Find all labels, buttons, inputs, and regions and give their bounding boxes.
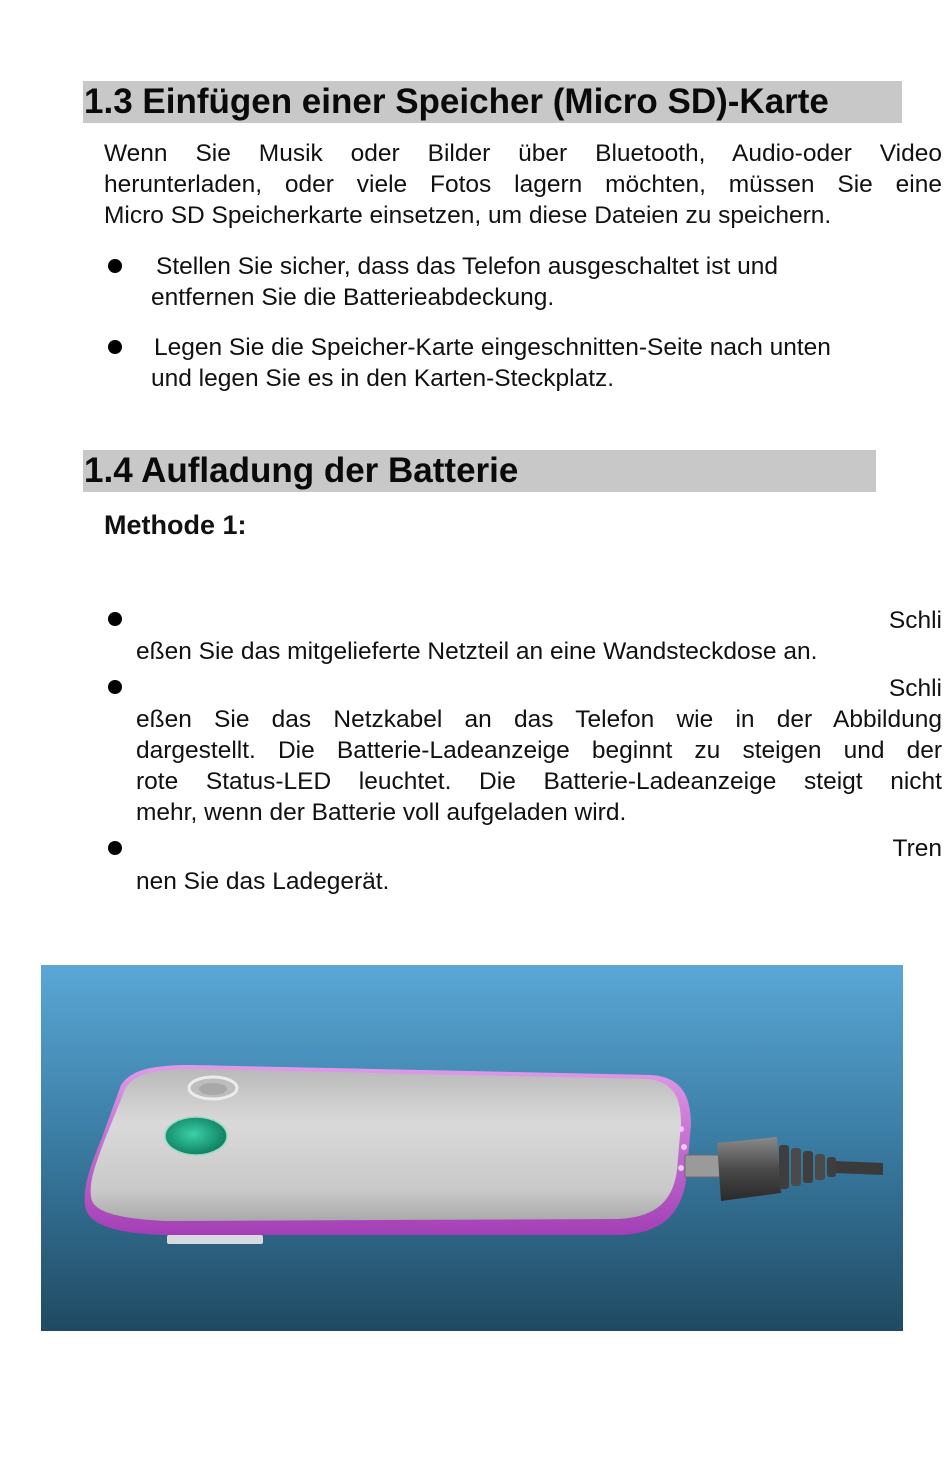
side-slot: [167, 1235, 263, 1244]
bullet-line: nen Sie das Ladegerät.: [136, 868, 390, 895]
bullet-body: [136, 866, 942, 897]
green-button: [165, 1117, 227, 1155]
bullet-fragment: Tren: [892, 835, 942, 862]
intro-line-3: Micro SD Speicherkarte einsetzen, um diese Dateien zu speichern.: [104, 202, 832, 229]
led-dot: [681, 1144, 687, 1150]
usb-connector: [685, 1155, 721, 1177]
usb-plug-housing: [717, 1137, 781, 1201]
led-dot: [678, 1126, 684, 1132]
bullet-text-line: Stellen Sie sicher, dass das Telefon ausgeschaltet ist und: [156, 253, 778, 280]
bullet-line: rote Status-LED leuchtet. Die Batterie-Ladeanzeige steigt nicht: [136, 768, 942, 795]
phone-charging-photo: [41, 965, 903, 1331]
bullet-dot: [108, 259, 122, 273]
bullet-line: dargestellt. Die Batterie-Ladeanzeige beginnt zu steigen und der: [136, 737, 942, 764]
method-subheading: Methode 1:: [104, 510, 247, 540]
bullet-dot: [108, 340, 122, 354]
intro-line-1: Wenn Sie Musik oder Bilder über Bluetooth, Audio-oder Video: [104, 140, 942, 167]
bullet-fragment: Schli: [888, 675, 942, 702]
bullet-body: [136, 704, 942, 828]
cable: [836, 1161, 883, 1175]
bullet-text-line: und legen Sie es in den Karten-Steckplatz.: [151, 365, 615, 392]
bullet-dot: [108, 841, 122, 855]
section-heading-1-4: 1.4 Aufladung der Batterie: [83, 450, 876, 492]
bullet-line: eßen Sie das mitgelieferte Netzteil an eine Wandsteckdose an.: [136, 638, 818, 665]
bullet-dot: [108, 612, 122, 626]
bullet-fragment: Schli: [888, 607, 942, 634]
intro-line-2: herunterladen, oder viele Fotos lagern möchten, müssen Sie eine: [104, 171, 942, 198]
camera-lens-icon: [199, 1083, 227, 1095]
section-heading-1-3: 1.3 Einfügen einer Speicher (Micro SD)-Karte: [83, 81, 902, 123]
bullet-dot: [108, 680, 122, 694]
phone-charging-illustration: [41, 965, 903, 1331]
bullet-text-line: Legen Sie die Speicher-Karte eingeschnitten-Seite nach unten: [154, 334, 831, 361]
led-dot: [678, 1165, 684, 1171]
bullet-body: [136, 636, 942, 667]
intro-paragraph: [104, 138, 942, 231]
bullet-line: eßen Sie das Netzkabel an das Telefon wie in der Abbildung: [136, 706, 942, 733]
bullet-line: mehr, wenn der Batterie voll aufgeladen wird.: [136, 799, 627, 826]
bullet-text-line: entfernen Sie die Batterieabdeckung.: [151, 284, 555, 311]
